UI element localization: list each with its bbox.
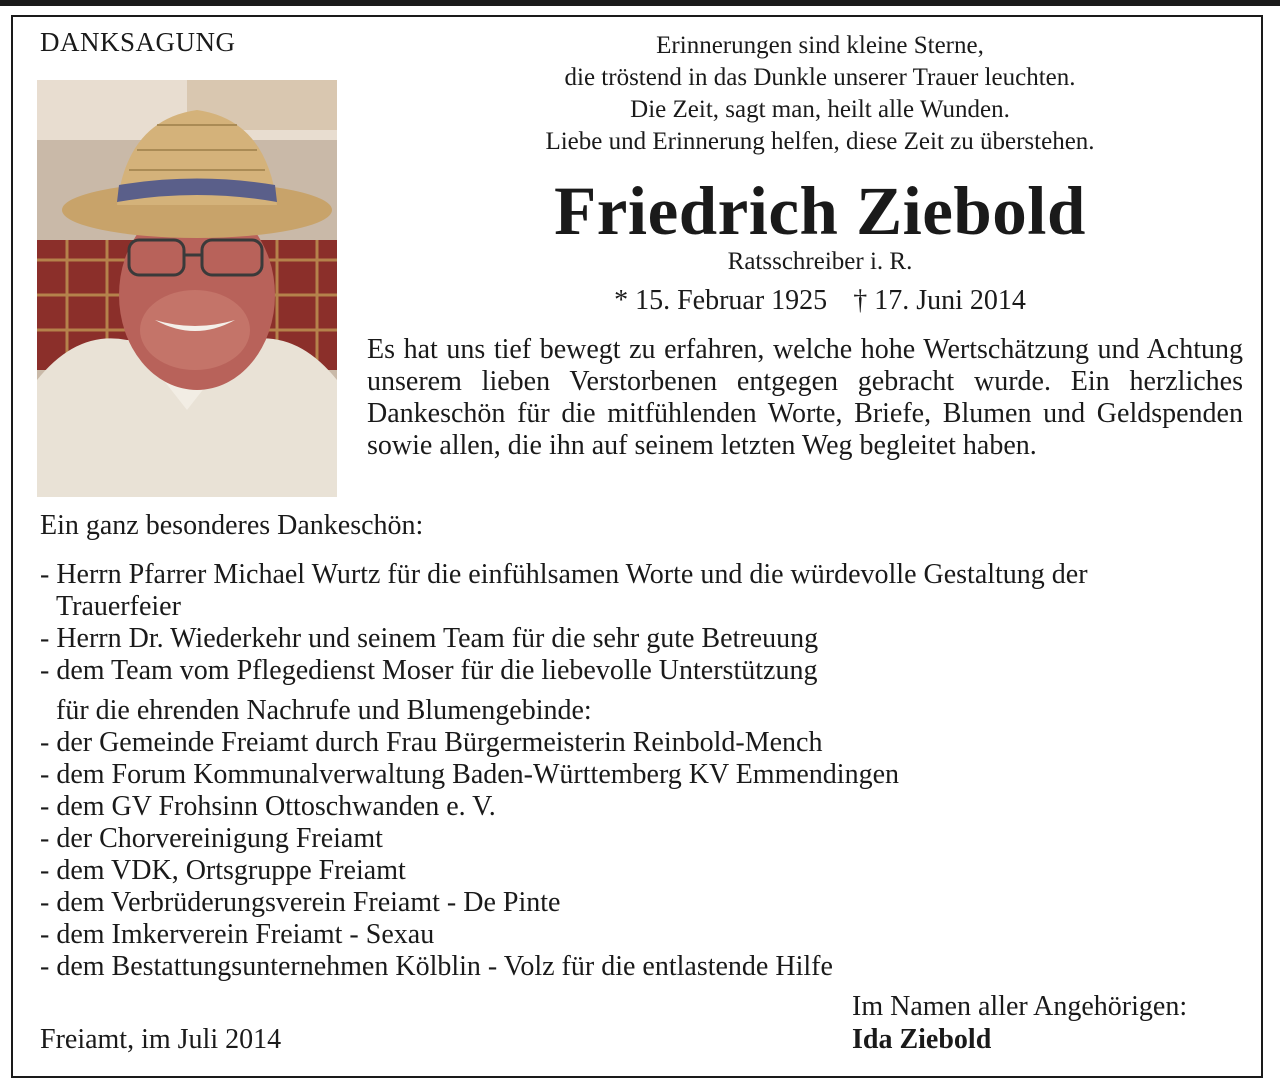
deceased-title: Ratsschreiber i. R. (727, 248, 913, 275)
place-date: Freiamt, im Juli 2014 (40, 1024, 282, 1055)
thank-you-message: Es hat uns tief bewegt zu erfahren, welche hohe Wertschätzung und Achtung unserem lieben Verstorbenen entgegen gebracht wurde. Ein herzliches Dankeschön für die mitfühlenden Worte, Briefe, Blumen und Geldspenden sowie allen, die ihn auf seinem letzten Weg begleitet haben. (367, 334, 1243, 461)
thanks-list-care (40, 559, 1088, 687)
signer-name: Ida Ziebold (852, 1024, 992, 1055)
life-dates (480, 285, 1160, 317)
poem-line: die tröstend in das Dunkle unserer Trauer leuchten. (564, 64, 1076, 91)
on-behalf-line: Im Namen aller Angehörigen: (852, 991, 1188, 1022)
poem (480, 30, 1160, 158)
thanks-list-obituaries (40, 695, 899, 983)
list-item: - dem Verbrüderungsverein Freiamt - De Pinte (40, 887, 561, 918)
poem-line: Liebe und Erinnerung helfen, diese Zeit zu überstehen. (545, 128, 1095, 155)
list-item: - dem GV Frohsinn Ottoschwanden e. V. (40, 791, 496, 822)
poem-line: Erinnerungen sind kleine Sterne, (656, 32, 984, 59)
death-date: † 17. Juni 2014 (853, 285, 1026, 316)
list-item: - dem VDK, Ortsgruppe Freiamt (40, 855, 406, 886)
list-item: - Herrn Pfarrer Michael Wurtz für die einfühlsamen Worte und die würdevolle Gestaltung der (40, 559, 1088, 590)
top-rule (0, 0, 1280, 6)
list-subheading: für die ehrenden Nachrufe und Blumengebinde: (56, 695, 592, 726)
portrait-photo (37, 80, 337, 497)
list-item: - dem Imkerverein Freiamt - Sexau (40, 919, 435, 950)
poem-line: Die Zeit, sagt man, heilt alle Wunden. (630, 96, 1010, 123)
list-item: - dem Bestattungsunternehmen Kölblin - Volz für die entlastende Hilfe (40, 951, 833, 982)
list-item: Trauerfeier (56, 591, 181, 622)
list-item: - dem Team vom Pflegedienst Moser für die liebevolle Unterstützung (40, 655, 818, 686)
birth-date: * 15. Februar 1925 (614, 285, 828, 316)
list-item: - dem Forum Kommunalverwaltung Baden-Württemberg KV Emmendingen (40, 759, 900, 790)
list-item: - der Chorvereinigung Freiamt (40, 823, 383, 854)
deceased-name: Friedrich Ziebold (554, 173, 1086, 249)
list-item: - Herrn Dr. Wiederkehr und seinem Team für die sehr gute Betreuung (40, 623, 819, 654)
notice-heading: DANKSAGUNG (40, 27, 236, 57)
special-thanks-heading: Ein ganz besonderes Dankeschön: (40, 510, 424, 541)
list-item: - der Gemeinde Freiamt durch Frau Bürgermeisterin Reinbold-Mench (40, 727, 823, 758)
